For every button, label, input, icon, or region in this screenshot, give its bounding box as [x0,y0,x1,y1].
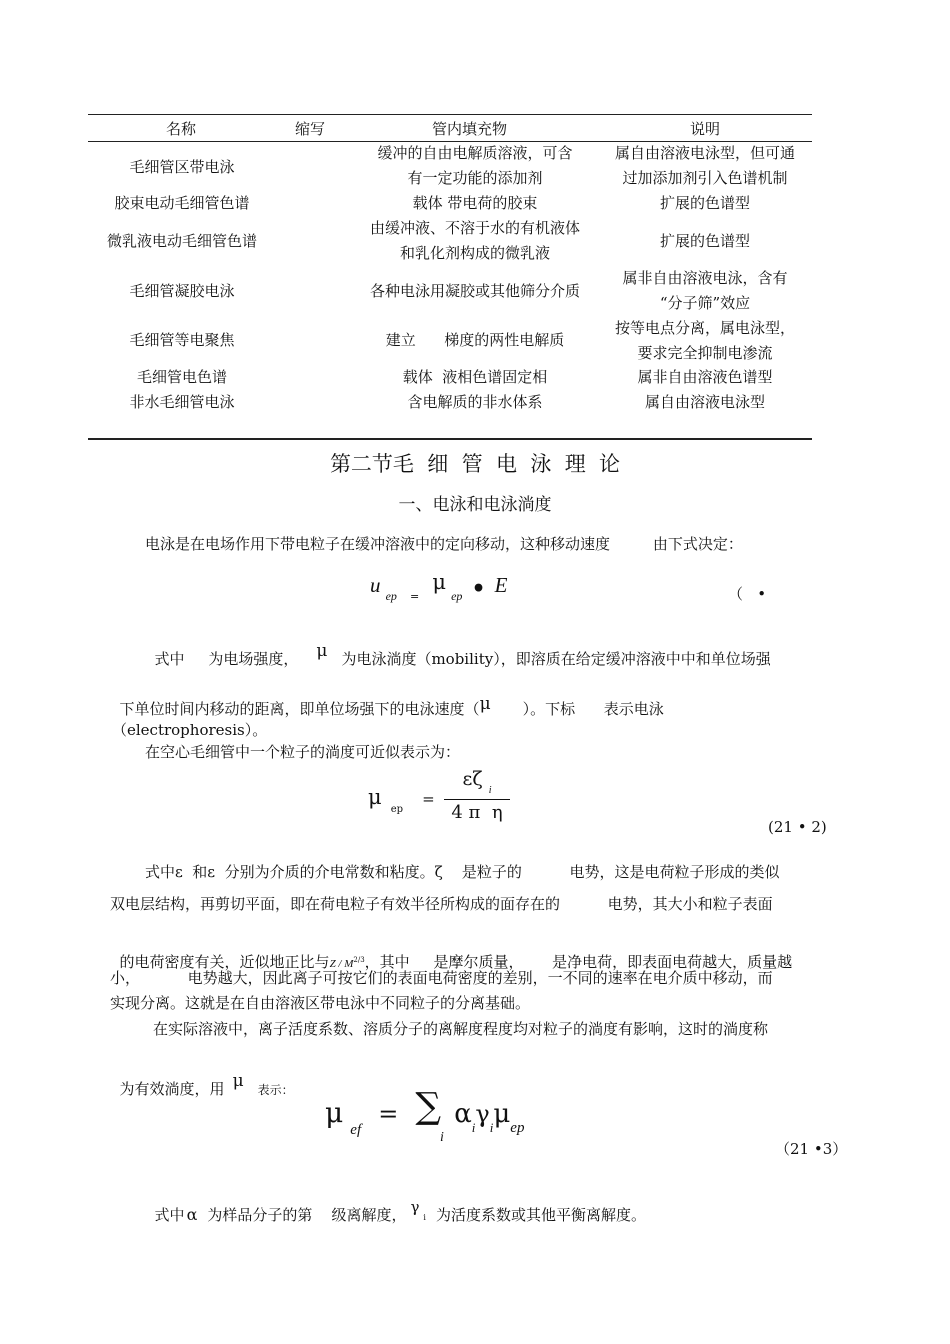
paragraph: 在实际溶液中，离子活度系数、溶质分子的离解度程度均对粒子的淌度有影响，这时的淌度称 [153,1020,769,1038]
table-cell-note: 属非自由溶液色谱型 [637,368,773,386]
table-cell-note: 属自由溶液电泳型 [644,393,765,411]
equation-3: μ ef = ∑ $\alpha_i\gamma_i\mu ep$ [325,1086,525,1138]
table-cell-note: 属自由溶液电泳型，但可通 过加添加剂引入色谱机制 [614,144,795,187]
table-cell-fill: 含电解质的非水体系 [407,393,543,411]
table-cell-name: 毛细管区带电泳 [129,158,235,176]
table-cell-fill: 由缓冲液、不溶于水的有机液体 和乳化剂构成的微乳液 [369,219,580,262]
table-cell-note: 扩展的色谱型 [659,232,750,250]
sigma-subscript: i [440,1130,444,1145]
paragraph: 电泳是在电场作用下带电粒子在缓冲溶液中的定向移动，这种移动速度 由下式决定： [145,535,743,553]
table-cell-fill: 载体 带电荷的胶束 [412,194,538,212]
equation-2: μ $_{ep}$ = [368,785,435,815]
col-header-fill: 管内填充物 [432,120,508,138]
paragraph: 式中 为电场强度， μ 为电泳淌度（mobility），即溶质在给定缓冲溶液中中和单位场强 [154,641,771,668]
equation-number: （ • [728,585,767,603]
table-cell-fill: 建立 梯度的两性电解质 [385,331,565,349]
paragraph: 式中ε 和ε 分别为介质的介电常数和粘度。ζ 是粒子的 电势，这是电荷粒子形成的类似 [145,863,780,881]
table-top-rule [88,114,812,115]
paragraph: 为有效淌度，用 μ 表示： [119,1071,294,1098]
section-title: 第二节毛 细 管 电 泳 理 论 [329,452,621,476]
table-cell-fill: 缓冲的自由电解质溶液，可含 有一定功能的添加剂 [377,144,573,187]
table-cell-name: 微乳液电动毛细管色谱 [106,232,257,250]
fraction-bar [444,799,510,800]
table-cell-fill: 各种电泳用凝胶或其他筛分介质 [369,282,580,300]
paragraph: 双电层结构，再剪切平面，即在荷电粒子有效半径所构成的面存在的 电势，其大小和粒子表面 [110,895,773,913]
paragraph: （electrophoresis）。 [112,721,268,739]
table-cell-note: 属非自由溶液电泳，含有 “分子筛”效应 [622,269,788,312]
paragraph: 实现分离。这就是在自由溶液区带电泳中不同粒子的分离基础。 [110,994,531,1012]
table-cell-note: 按等电点分离，属电泳型， 要求完全抑制电渗流 [614,319,795,362]
paragraph: 在空心毛细管中一个粒子的淌度可近似表示为： [145,743,461,761]
col-header-note: 说明 [690,120,721,138]
paragraph: 的电荷密度有关，近似地正比与Z / $M^{2/3}$，其中 是摩尔质量， 是净电荷，即表面电荷越大，质量越 [119,953,793,971]
table-cell-name: 毛细管等电聚焦 [129,331,235,349]
fraction-numerator: $\varepsilon\zeta_i$ [462,768,492,796]
table-cell-name: 毛细管凝胶电泳 [129,282,235,300]
paragraph: 式中 α 为样品分子的第 级离解度， γi 为活度系数或其他平衡离解度。 [154,1198,646,1224]
col-header-name: 名称 [166,120,197,138]
table-cell-note: 扩展的色谱型 [659,194,750,212]
subsection-title: 一、电泳和电泳淌度 [398,495,552,515]
equation-number: (21 • 2) [768,818,827,836]
paragraph: 下单位时间内移动的距离，即单位场强下的电泳速度（μ ）。下标 表示电泳 [119,694,664,718]
table-cell-name: 毛细管电色谱 [136,368,227,386]
equation-1: u $_{ep}$ $_=$ μ $_{ep}$ • E [370,570,508,603]
table-cell-name: 非水毛细管电泳 [129,393,235,411]
table-cell-fill: 载体 液相色谱固定相 [402,368,548,386]
equation-number: （21 •3） [775,1140,848,1158]
col-header-abbr: 缩写 [295,120,326,138]
paragraph: 小， 电势越大，因此离子可按它们的表面电荷密度的差别，一不同的速率在电介质中移动，而 [110,969,773,987]
table-cell-name: 胶束电动毛细管色谱 [114,194,250,212]
fraction-denominator: 4 π η [451,802,503,823]
table-bottom-rule [88,438,812,440]
